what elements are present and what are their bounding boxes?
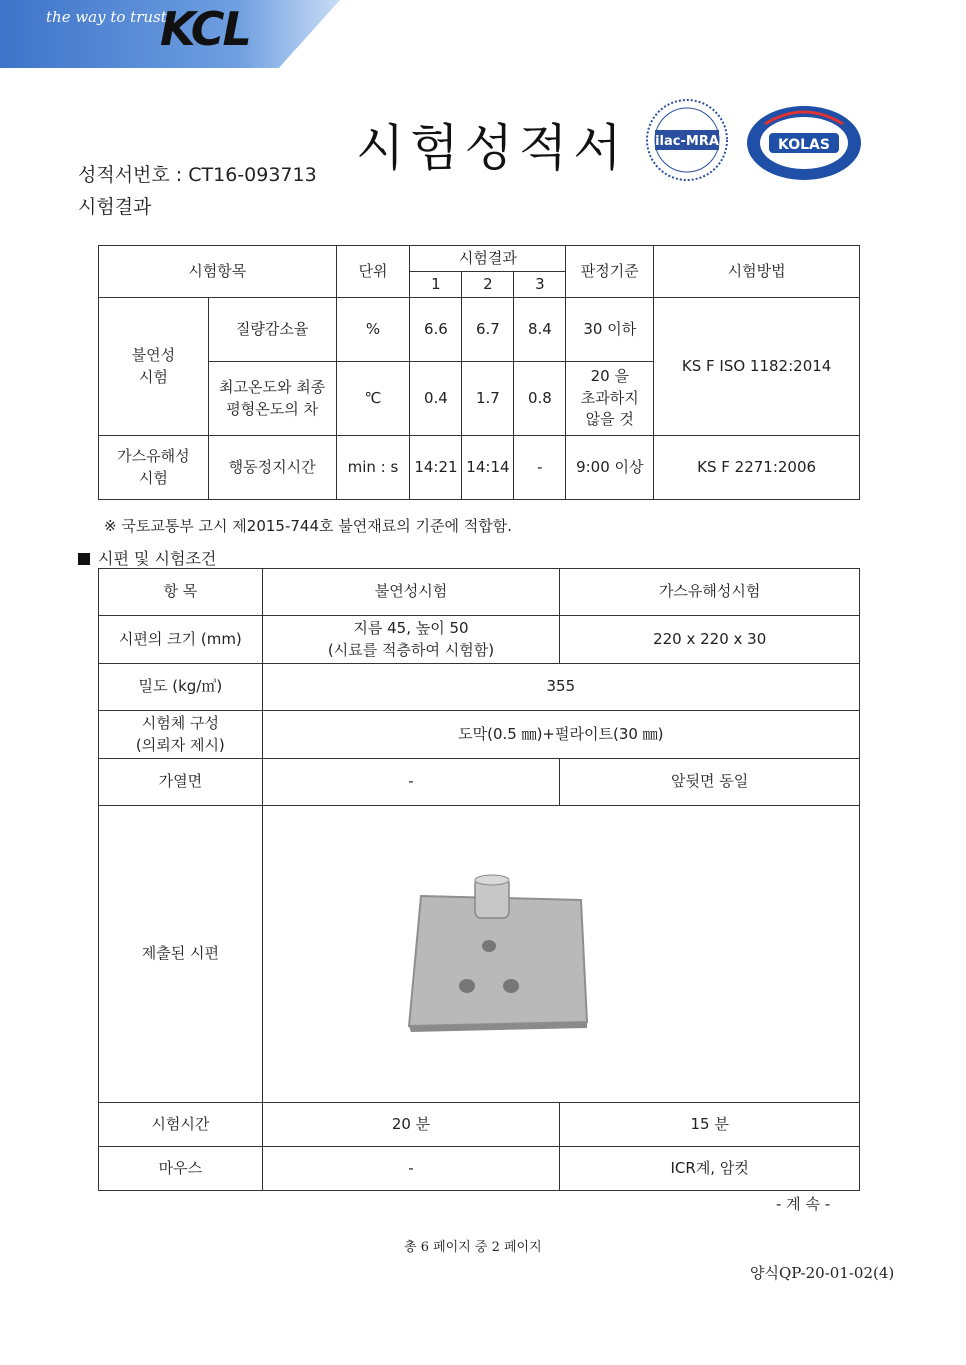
row2-criteria: 20 을 초과하지 않을 것 bbox=[566, 362, 654, 436]
sample-photo-cell bbox=[262, 806, 859, 1103]
test-time-noncombust: 20 분 bbox=[262, 1103, 560, 1147]
row1-unit: % bbox=[336, 298, 410, 362]
test-time-gas: 15 분 bbox=[560, 1103, 860, 1147]
row2-unit: ℃ bbox=[336, 362, 410, 436]
header-r3: 3 bbox=[514, 272, 566, 298]
group-gas-toxicity: 가스유해성 시험 bbox=[99, 436, 209, 500]
row2-v3: 0.8 bbox=[514, 362, 566, 436]
row1-v3: 8.4 bbox=[514, 298, 566, 362]
report-number: 성적서번호 : CT16-093713 bbox=[78, 164, 317, 186]
method-gas: KS F 2271:2006 bbox=[654, 436, 860, 500]
mouse-gas: ICR계, 암컷 bbox=[560, 1147, 860, 1191]
row2-v2: 1.7 bbox=[462, 362, 514, 436]
row3-v1: 14:21 bbox=[410, 436, 462, 500]
brand-logo: KCL bbox=[160, 2, 250, 56]
row3-v2: 14:14 bbox=[462, 436, 514, 500]
page-info: 총 6 페이지 중 2 페이지 bbox=[404, 1240, 542, 1255]
form-number: 양식QP-20-01-02(4) bbox=[750, 1264, 895, 1282]
square-bullet-icon bbox=[78, 553, 90, 565]
row2-item: 최고온도와 최종 평형온도의 차 bbox=[208, 362, 336, 436]
seal-left-label: ilac-MRA bbox=[655, 134, 719, 149]
density-value: 355 bbox=[262, 664, 859, 711]
row1-v1: 6.6 bbox=[410, 298, 462, 362]
document-title: 시험성적서 bbox=[356, 119, 628, 177]
row3-unit: min : s bbox=[336, 436, 410, 500]
sample-label: 제출된 시편 bbox=[99, 806, 263, 1103]
tagline: the way to trust bbox=[46, 8, 167, 26]
results-table bbox=[98, 245, 860, 500]
compliance-note: ※ 국토교통부 고시 제2015-744호 불연재료의 기준에 적합함. bbox=[104, 517, 512, 535]
composition-value: 도막(0.5 ㎜)+펄라이트(30 ㎜) bbox=[262, 711, 859, 759]
spec-header-item: 항 목 bbox=[99, 569, 263, 616]
method-noncombust: KS F ISO 1182:2014 bbox=[654, 298, 860, 436]
heated-face-label: 가열면 bbox=[99, 759, 263, 806]
section-title-specimen bbox=[78, 546, 216, 569]
header-item: 시험항목 bbox=[99, 246, 337, 298]
specimen-photo bbox=[405, 874, 605, 1034]
row3-v3: - bbox=[514, 436, 566, 500]
mouse-label: 마우스 bbox=[99, 1147, 263, 1191]
section-title-results: 시험결과 bbox=[78, 196, 152, 218]
spec-header-noncombust: 불연성시험 bbox=[262, 569, 560, 616]
size-gas: 220 x 220 x 30 bbox=[560, 616, 860, 664]
heated-face-noncombust: - bbox=[262, 759, 560, 806]
header-result: 시험결과 bbox=[410, 246, 566, 272]
row2-v1: 0.4 bbox=[410, 362, 462, 436]
size-noncombust: 지름 45, 높이 50 (시료를 적층하여 시험함) bbox=[262, 616, 560, 664]
density-label: 밀도 (kg/㎥) bbox=[99, 664, 263, 711]
section-title-specimen-label: 시편 및 시험조건 bbox=[98, 549, 217, 568]
header-criteria: 판정기준 bbox=[566, 246, 654, 298]
header-r2: 2 bbox=[462, 272, 514, 298]
header-unit: 단위 bbox=[336, 246, 410, 298]
test-time-label: 시험시간 bbox=[99, 1103, 263, 1147]
heated-face-gas: 앞뒷면 동일 bbox=[560, 759, 860, 806]
group-noncombust: 불연성 시험 bbox=[99, 298, 209, 436]
composition-label: 시험체 구성 (의뢰자 제시) bbox=[99, 711, 263, 759]
continued-marker: - 계 속 - bbox=[776, 1195, 831, 1213]
row1-item: 질량감소율 bbox=[208, 298, 336, 362]
header-r1: 1 bbox=[410, 272, 462, 298]
spec-header-gas: 가스유해성시험 bbox=[560, 569, 860, 616]
header-method: 시험방법 bbox=[654, 246, 860, 298]
size-label: 시편의 크기 (mm) bbox=[99, 616, 263, 664]
row1-criteria: 30 이하 bbox=[566, 298, 654, 362]
kolas-seal bbox=[745, 104, 863, 182]
row3-criteria: 9:00 이상 bbox=[566, 436, 654, 500]
specimen-table bbox=[98, 568, 860, 1191]
row3-item: 행동정지시간 bbox=[208, 436, 336, 500]
mouse-noncombust: - bbox=[262, 1147, 560, 1191]
row1-v2: 6.7 bbox=[462, 298, 514, 362]
ilac-mra-seal bbox=[645, 98, 729, 182]
seal-right-label: KOLAS bbox=[778, 137, 830, 153]
